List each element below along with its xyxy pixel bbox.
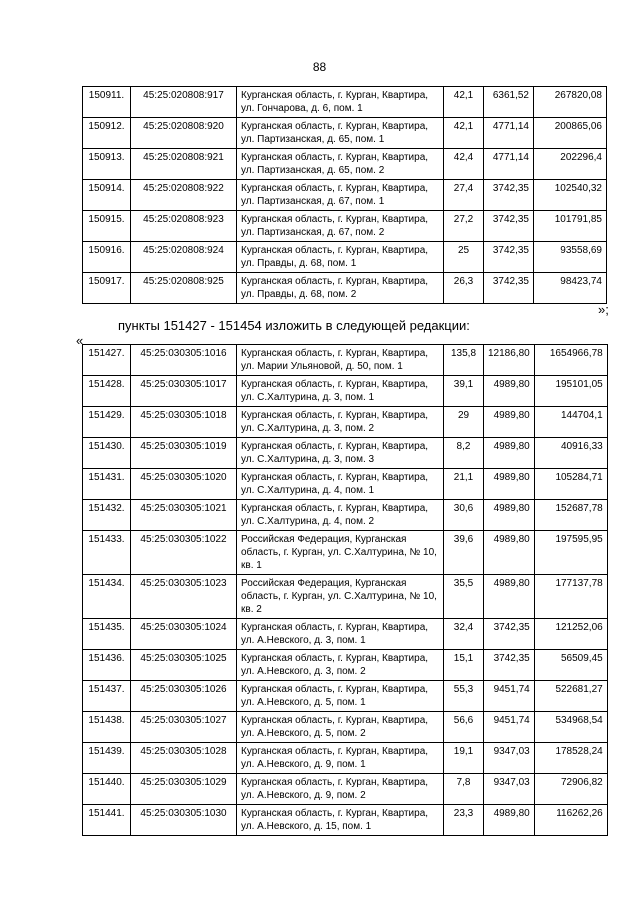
cadastral-value-cell: 522681,27 xyxy=(534,681,607,712)
table-row xyxy=(83,273,607,304)
cadastral-value-cell: 197595,95 xyxy=(534,531,607,575)
table-row xyxy=(83,500,608,531)
unit-value-cell: 3742,35 xyxy=(484,180,534,211)
table-row xyxy=(83,118,607,149)
unit-value-cell: 12186,80 xyxy=(484,345,535,376)
cadastral-number-cell: 45:25:030305:1027 xyxy=(131,712,237,743)
area-cell: 19,1 xyxy=(444,743,484,774)
property-table-previous-body xyxy=(83,87,607,304)
area-cell: 42,1 xyxy=(444,118,484,149)
table-row xyxy=(83,438,608,469)
area-cell: 23,3 xyxy=(444,805,484,836)
cadastral-number-cell: 45:25:030305:1030 xyxy=(131,805,237,836)
row-number-cell: 151438. xyxy=(83,712,131,743)
cadastral-value-cell: 105284,71 xyxy=(534,469,607,500)
table-row xyxy=(83,743,608,774)
address-cell: Курганская область, г. Курган, Квартира, ул. А.Невского, д. 3, пом. 1 xyxy=(237,619,444,650)
cadastral-value-cell: 202296,4 xyxy=(534,149,607,180)
cadastral-value-cell: 144704,1 xyxy=(534,407,607,438)
area-cell: 30,6 xyxy=(444,500,484,531)
unit-value-cell: 4771,14 xyxy=(484,118,534,149)
address-cell: Курганская область, г. Курган, Квартира, ул. С.Халтурина, д. 4, пом. 1 xyxy=(237,469,444,500)
address-cell: Российская Федерация, Курганская область, г. Курган, ул. С.Халтурина, № 10, кв. 2 xyxy=(237,575,444,619)
unit-value-cell: 4989,80 xyxy=(484,438,535,469)
cadastral-value-cell: 40916,33 xyxy=(534,438,607,469)
table-row xyxy=(83,619,608,650)
table-row xyxy=(83,774,608,805)
unit-value-cell: 9347,03 xyxy=(484,774,535,805)
address-cell: Курганская область, г. Курган, Квартира, ул. А.Невского, д. 5, пом. 2 xyxy=(237,712,444,743)
row-number-cell: 151432. xyxy=(83,500,131,531)
cadastral-number-cell: 45:25:030305:1017 xyxy=(131,376,237,407)
cadastral-value-cell: 102540,32 xyxy=(534,180,607,211)
area-cell: 15,1 xyxy=(444,650,484,681)
address-cell: Курганская область, г. Курган, Квартира, ул. А.Невского, д. 9, пом. 2 xyxy=(237,774,444,805)
property-table-previous xyxy=(82,86,607,304)
area-cell: 55,3 xyxy=(444,681,484,712)
address-cell: Курганская область, г. Курган, Квартира, ул. С.Халтурина, д. 3, пом. 3 xyxy=(237,438,444,469)
cadastral-value-cell: 178528,24 xyxy=(534,743,607,774)
unit-value-cell: 9451,74 xyxy=(484,712,535,743)
table-row xyxy=(83,345,608,376)
row-number-cell: 151436. xyxy=(83,650,131,681)
address-cell: Курганская область, г. Курган, Квартира, ул. С.Халтурина, д. 4, пом. 2 xyxy=(237,500,444,531)
row-number-cell: 151437. xyxy=(83,681,131,712)
cadastral-number-cell: 45:25:030305:1020 xyxy=(131,469,237,500)
cadastral-number-cell: 45:25:020808:917 xyxy=(131,87,237,118)
row-number-cell: 150911. xyxy=(83,87,131,118)
address-cell: Курганская область, г. Курган, Квартира, ул. А.Невского, д. 3, пом. 2 xyxy=(237,650,444,681)
cadastral-number-cell: 45:25:030305:1028 xyxy=(131,743,237,774)
cadastral-number-cell: 45:25:030305:1029 xyxy=(131,774,237,805)
address-cell: Курганская область, г. Курган, Квартира, ул. С.Халтурина, д. 3, пом. 1 xyxy=(237,376,444,407)
row-number-cell: 151441. xyxy=(83,805,131,836)
cadastral-number-cell: 45:25:020808:922 xyxy=(131,180,237,211)
cadastral-number-cell: 45:25:030305:1021 xyxy=(131,500,237,531)
cadastral-value-cell: 177137,78 xyxy=(534,575,607,619)
area-cell: 42,4 xyxy=(444,149,484,180)
unit-value-cell: 3742,35 xyxy=(484,211,534,242)
unit-value-cell: 4989,80 xyxy=(484,805,535,836)
area-cell: 27,2 xyxy=(444,211,484,242)
unit-value-cell: 4989,80 xyxy=(484,531,535,575)
unit-value-cell: 3742,35 xyxy=(484,242,534,273)
address-cell: Курганская область, г. Курган, Квартира, ул. Партизанская, д. 67, пом. 1 xyxy=(237,180,444,211)
area-cell: 27,4 xyxy=(444,180,484,211)
row-number-cell: 150912. xyxy=(83,118,131,149)
area-cell: 8,2 xyxy=(444,438,484,469)
table-row xyxy=(83,87,607,118)
table-row xyxy=(83,650,608,681)
cadastral-number-cell: 45:25:030305:1022 xyxy=(131,531,237,575)
row-number-cell: 151429. xyxy=(83,407,131,438)
opening-quote: « xyxy=(76,333,84,348)
page-number: 88 xyxy=(312,60,327,74)
address-cell: Курганская область, г. Курган, Квартира, ул. А.Невского, д. 9, пом. 1 xyxy=(237,743,444,774)
cadastral-value-cell: 267820,08 xyxy=(534,87,607,118)
unit-value-cell: 3742,35 xyxy=(484,650,535,681)
closing-quote: »; xyxy=(598,302,609,317)
cadastral-value-cell: 98423,74 xyxy=(534,273,607,304)
table-row xyxy=(83,681,608,712)
row-number-cell: 150917. xyxy=(83,273,131,304)
cadastral-number-cell: 45:25:020808:920 xyxy=(131,118,237,149)
address-cell: Курганская область, г. Курган, Квартира, ул. Партизанская, д. 65, пом. 1 xyxy=(237,118,444,149)
address-cell: Курганская область, г. Курган, Квартира, ул. Партизанская, д. 65, пом. 2 xyxy=(237,149,444,180)
cadastral-value-cell: 116262,26 xyxy=(534,805,607,836)
address-cell: Курганская область, г. Курган, Квартира, ул. Правды, д. 68, пом. 2 xyxy=(237,273,444,304)
unit-value-cell: 3742,35 xyxy=(484,273,534,304)
table-row xyxy=(83,805,608,836)
amendment-instruction: пункты 151427 - 151454 изложить в следующей редакции: xyxy=(118,318,470,333)
table-row xyxy=(83,180,607,211)
cadastral-number-cell: 45:25:030305:1025 xyxy=(131,650,237,681)
unit-value-cell: 4771,14 xyxy=(484,149,534,180)
row-number-cell: 151440. xyxy=(83,774,131,805)
unit-value-cell: 4989,80 xyxy=(484,407,535,438)
area-cell: 39,6 xyxy=(444,531,484,575)
area-cell: 7,8 xyxy=(444,774,484,805)
row-number-cell: 151431. xyxy=(83,469,131,500)
area-cell: 35,5 xyxy=(444,575,484,619)
row-number-cell: 151439. xyxy=(83,743,131,774)
property-table-amended-body xyxy=(83,345,608,836)
cadastral-value-cell: 101791,85 xyxy=(534,211,607,242)
area-cell: 26,3 xyxy=(444,273,484,304)
table-row xyxy=(83,376,608,407)
cadastral-number-cell: 45:25:020808:924 xyxy=(131,242,237,273)
property-table-amended xyxy=(82,344,608,836)
cadastral-value-cell: 195101,05 xyxy=(534,376,607,407)
row-number-cell: 150914. xyxy=(83,180,131,211)
area-cell: 135,8 xyxy=(444,345,484,376)
area-cell: 42,1 xyxy=(444,87,484,118)
unit-value-cell: 4989,80 xyxy=(484,500,535,531)
address-cell: Российская Федерация, Курганская область, г. Курган, ул. С.Халтурина, № 10, кв. 1 xyxy=(237,531,444,575)
row-number-cell: 150913. xyxy=(83,149,131,180)
cadastral-value-cell: 72906,82 xyxy=(534,774,607,805)
address-cell: Курганская область, г. Курган, Квартира, ул. Марии Ульяновой, д. 50, пом. 1 xyxy=(237,345,444,376)
row-number-cell: 151430. xyxy=(83,438,131,469)
table-row xyxy=(83,712,608,743)
table-row xyxy=(83,149,607,180)
unit-value-cell: 4989,80 xyxy=(484,376,535,407)
row-number-cell: 150916. xyxy=(83,242,131,273)
area-cell: 25 xyxy=(444,242,484,273)
table-row xyxy=(83,407,608,438)
row-number-cell: 151434. xyxy=(83,575,131,619)
address-cell: Курганская область, г. Курган, Квартира, ул. С.Халтурина, д. 3, пом. 2 xyxy=(237,407,444,438)
cadastral-number-cell: 45:25:030305:1026 xyxy=(131,681,237,712)
unit-value-cell: 9451,74 xyxy=(484,681,535,712)
unit-value-cell: 4989,80 xyxy=(484,469,535,500)
area-cell: 56,6 xyxy=(444,712,484,743)
area-cell: 21,1 xyxy=(444,469,484,500)
address-cell: Курганская область, г. Курган, Квартира, ул. Правды, д. 68, пом. 1 xyxy=(237,242,444,273)
address-cell: Курганская область, г. Курган, Квартира, ул. А.Невского, д. 5, пом. 1 xyxy=(237,681,444,712)
address-cell: Курганская область, г. Курган, Квартира, ул. Партизанская, д. 67, пом. 2 xyxy=(237,211,444,242)
cadastral-value-cell: 56509,45 xyxy=(534,650,607,681)
cadastral-number-cell: 45:25:020808:925 xyxy=(131,273,237,304)
table-row xyxy=(83,531,608,575)
cadastral-number-cell: 45:25:030305:1023 xyxy=(131,575,237,619)
row-number-cell: 151433. xyxy=(83,531,131,575)
table-row xyxy=(83,469,608,500)
cadastral-value-cell: 152687,78 xyxy=(534,500,607,531)
row-number-cell: 151427. xyxy=(83,345,131,376)
cadastral-number-cell: 45:25:020808:921 xyxy=(131,149,237,180)
unit-value-cell: 4989,80 xyxy=(484,575,535,619)
address-cell: Курганская область, г. Курган, Квартира, ул. А.Невского, д. 15, пом. 1 xyxy=(237,805,444,836)
cadastral-value-cell: 1654966,78 xyxy=(534,345,607,376)
cadastral-number-cell: 45:25:020808:923 xyxy=(131,211,237,242)
area-cell: 39,1 xyxy=(444,376,484,407)
cadastral-value-cell: 534968,54 xyxy=(534,712,607,743)
cadastral-value-cell: 121252,06 xyxy=(534,619,607,650)
cadastral-value-cell: 200865,06 xyxy=(534,118,607,149)
table-row xyxy=(83,575,608,619)
area-cell: 32,4 xyxy=(444,619,484,650)
address-cell: Курганская область, г. Курган, Квартира, ул. Гончарова, д. 6, пом. 1 xyxy=(237,87,444,118)
cadastral-value-cell: 93558,69 xyxy=(534,242,607,273)
table-row xyxy=(83,211,607,242)
cadastral-number-cell: 45:25:030305:1024 xyxy=(131,619,237,650)
row-number-cell: 151435. xyxy=(83,619,131,650)
cadastral-number-cell: 45:25:030305:1016 xyxy=(131,345,237,376)
cadastral-number-cell: 45:25:030305:1019 xyxy=(131,438,237,469)
cadastral-number-cell: 45:25:030305:1018 xyxy=(131,407,237,438)
area-cell: 29 xyxy=(444,407,484,438)
unit-value-cell: 9347,03 xyxy=(484,743,535,774)
row-number-cell: 150915. xyxy=(83,211,131,242)
unit-value-cell: 3742,35 xyxy=(484,619,535,650)
row-number-cell: 151428. xyxy=(83,376,131,407)
table-row xyxy=(83,242,607,273)
unit-value-cell: 6361,52 xyxy=(484,87,534,118)
